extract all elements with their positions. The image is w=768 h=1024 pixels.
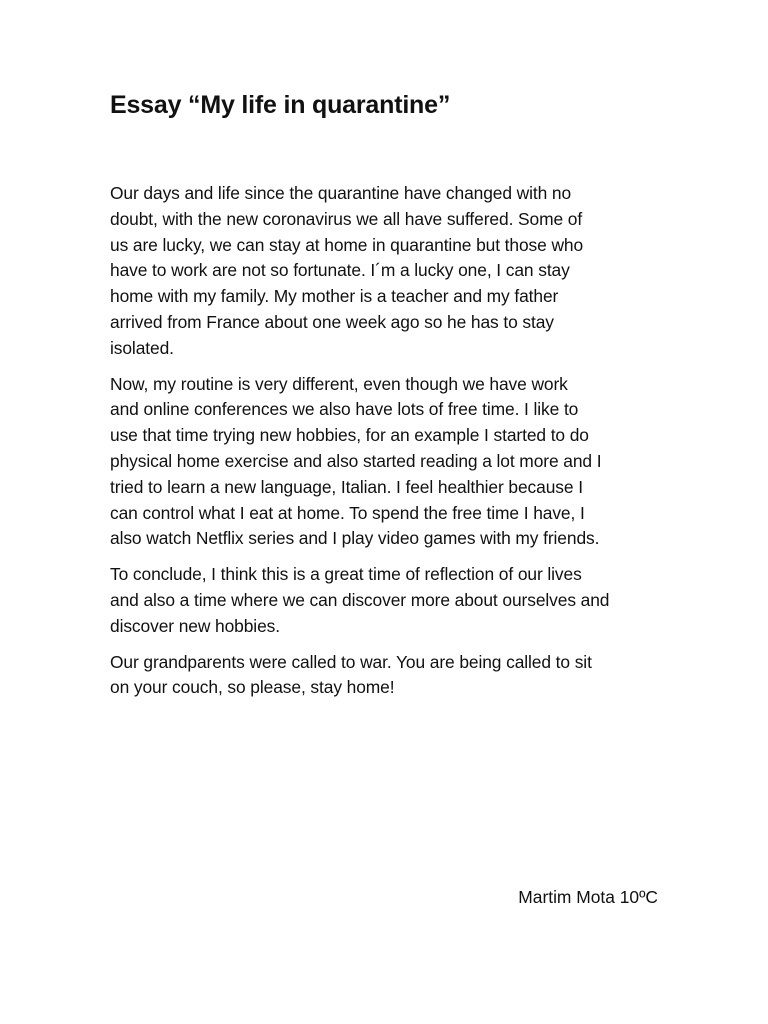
paragraph-1-line-2: doubt, with the new coronavirus we all have suffered. Some of [110, 208, 583, 229]
paragraph-2-line-6: can control what I eat at home. To spend the free time I have, I [110, 502, 585, 523]
paragraph-3-line-3: discover new hobbies. [110, 615, 280, 636]
essay-body [110, 181, 662, 711]
paragraph-2-line-2: and online conferences we also have lots of free time. I like to [110, 399, 579, 420]
paragraph-1-line-1: Our days and life since the quarantine have changed with no [110, 183, 572, 203]
paragraph-4-line-1: Our grandparents were called to war. You are being called to sit [110, 651, 592, 672]
paragraph-1-line-4: have to work are not so fortunate. I´m a lucky one, I can stay [110, 260, 570, 281]
paragraph-3-line-2: and also a time where we can discover more about ourselves and [110, 589, 610, 610]
paragraph-1-line-5: home with my family. My mother is a teacher and my father [110, 286, 559, 307]
paragraph-1-line-6: arrived from France about one week ago so he has to stay [110, 311, 554, 332]
author-signature: Martim Mota 10ºC [518, 887, 658, 907]
essay-title: Essay “My life in quarantine” [110, 91, 451, 119]
paragraph-3 [110, 562, 662, 639]
paragraph-4 [110, 650, 662, 702]
paragraph-1 [110, 181, 662, 362]
paragraph-4-line-2: on your couch, so please, stay home! [110, 677, 395, 698]
paragraph-1-line-3: us are lucky, we can stay at home in quarantine but those who [110, 234, 584, 255]
paragraph-2 [110, 372, 662, 553]
paragraph-3-line-1: To conclude, I think this is a great time of reflection of our lives [110, 564, 582, 585]
paragraph-2-line-7: also watch Netflix series and I play video games with my friends. [110, 528, 600, 549]
paragraph-2-line-3: use that time trying new hobbies, for an example I started to do [110, 425, 589, 446]
paragraph-2-line-4: physical home exercise and also started reading a lot more and I [110, 450, 602, 471]
paragraph-1-line-7: isolated. [110, 337, 174, 358]
paragraph-2-line-1: Now, my routine is very different, even though we have work [110, 373, 568, 394]
paragraph-2-line-5: tried to learn a new language, Italian. I feel healthier because I [110, 476, 583, 497]
